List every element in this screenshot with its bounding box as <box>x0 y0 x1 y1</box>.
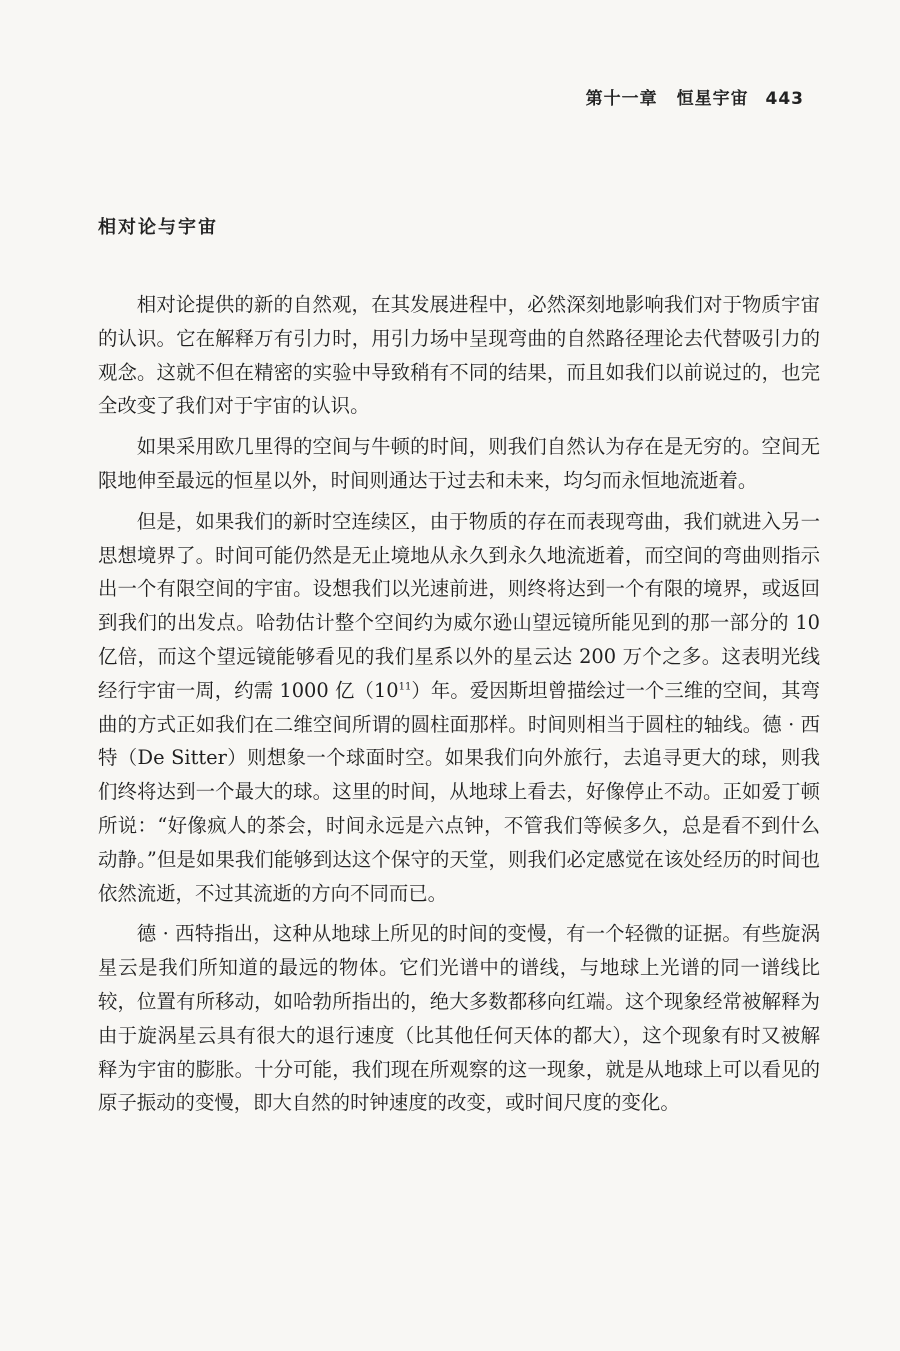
section-heading: 相对论与宇宙 <box>98 217 218 238</box>
paragraph-3-part-a: 但是，如果我们的新时空连续区，由于物质的存在而表现弯曲，我们就进入另一思想境界了。时间可能仍然是无止境地从永久到永久地流逝着，而空间的弯曲则指示出一个有限空间的宇宙。设想我们以光速前进，则终将达到一个有限的境界，或返回到我们的出发点。哈勃估计整个空间约为威尔逊山望远镜所能见到的那一部分的 10 亿倍，而这个望远镜能够看见的我们星系以外的星云达 200 万个之多。这表明光线经行宇宙一周，约需 1000 亿（10 <box>98 509 820 702</box>
paragraph-2: 如果采用欧几里得的空间与牛顿的时间，则我们自然认为存在是无穷的。空间无限地伸至最远的恒星以外，时间则通达于过去和未来，均匀而永恒地流逝着。 <box>98 435 820 492</box>
exponent-superscript: 11 <box>398 681 412 693</box>
body-text <box>98 288 820 1127</box>
paragraph-3 <box>98 505 820 911</box>
page-number: 443 <box>765 89 804 109</box>
chapter-label: 第十一章 <box>585 89 658 109</box>
paragraph-3-part-b: ）年。爱因斯坦曾描绘过一个三维的空间，其弯曲的方式正如我们在二维空间所谓的圆柱面那样。时间则相当于圆柱的轴线。德 · 西特（De Sitter）则想象一个球面时空。如果我们向外旅行，去追寻更大的球，则我们终将达到一个最大的球。这里的时间，从地球上看去，好像停止不动。正如爱丁顿所说：“好像疯人的茶会，时间永远是六点钟，不管我们等候多久，总是看不到什么动静。”但是如果我们能够到达这个保守的天堂，则我们必定感觉在该处经历的时间也依然流逝，不过其流逝的方向不同而已。 <box>98 678 821 905</box>
section-label: 恒星宇宙 <box>676 89 749 109</box>
paragraph-4: 德 · 西特指出，这种从地球上所见的时间的变慢，有一个轻微的证据。有些旋涡星云是我们所知道的最远的物体。它们光谱中的谱线，与地球上光谱的同一谱线比较，位置有所移动，如哈勃所指出的，绝大多数都移向红端。这个现象经常被解释为由于旋涡星云具有很大的退行速度（比其他任何天体的都大），这个现象有时又被解释为宇宙的膨胀。十分可能，我们现在所观察的这一现象，就是从地球上可以看见的原子振动的变慢，即大自然的时钟速度的改变，或时间尺度的变化。 <box>98 922 820 1115</box>
paragraph-1: 相对论提供的新的自然观，在其发展进程中，必然深刻地影响我们对于物质宇宙的认识。它在解释万有引力时，用引力场中呈现弯曲的自然路径理论去代替吸引力的观念。这就不但在精密的实验中导致稍有不同的结果，而且如我们以前说过的，也完全改变了我们对于宇宙的认识。 <box>98 293 820 418</box>
running-head <box>586 84 804 109</box>
